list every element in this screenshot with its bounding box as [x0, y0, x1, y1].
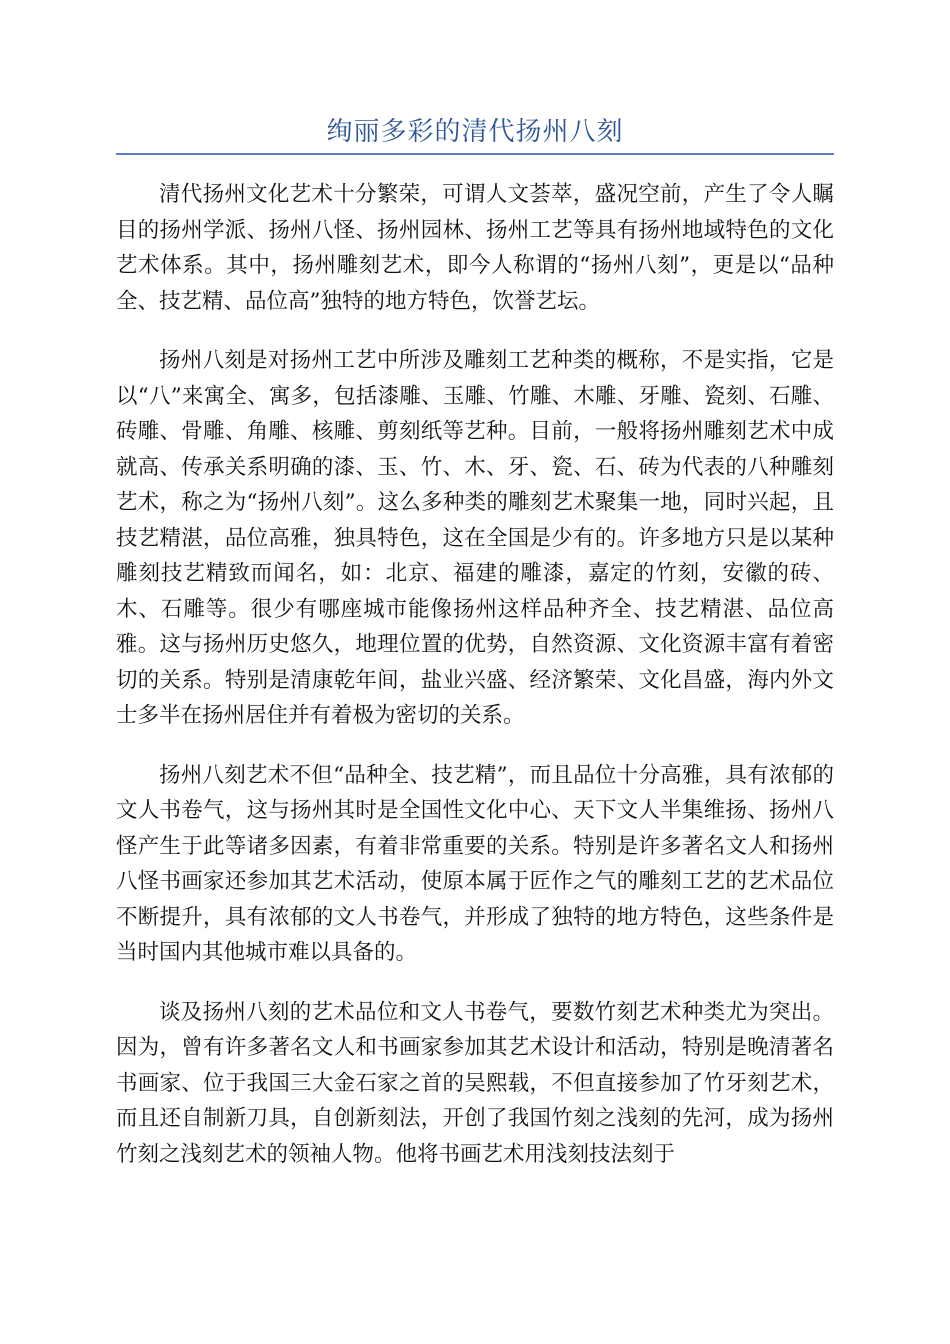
paragraph-1: 清代扬州文化艺术十分繁荣，可谓人文荟萃，盛况空前，产生了令人瞩目的扬州学派、扬州八怪、扬州园林、扬州工艺等具有扬州地域特色的文化艺术体系。其中，扬州雕刻艺术，即今人称谓的“扬州八刻”，更是以“品种全、技艺精、品位高”独特的地方特色，饮誉艺坛。	[116, 182, 834, 314]
paragraph-3: 扬州八刻艺术不但“品种全、技艺精”，而且品位十分高雅，具有浓郁的文人书卷气，这与扬州其时是全国性文化中心、天下文人半集维扬、扬州八怪产生于此等诸多因素，有着非常重要的关系。特别是许多著名文人和扬州八怪书画家还参加其艺术活动，使原本属于匠作之气的雕刻工艺的艺术品位不断提升，具有浓郁的文人书卷气，并形成了独特的地方特色，这些条件是当时国内其他城市难以具备的。	[116, 762, 834, 965]
document-body	[116, 177, 834, 1196]
paragraph-4: 谈及扬州八刻的艺术品位和文人书卷气，要数竹刻艺术种类尤为突出。因为，曾有许多著名文人和书画家参加其艺术设计和活动，特别是晚清著名书画家、位于我国三大金石家之首的吴熙载，不但直接参加了竹牙刻艺术，而且还自制新刀具，自创新刻法，开创了我国竹刻之浅刻的先河，成为扬州竹刻之浅刻艺术的领袖人物。他将书画艺术用浅刻技法刻于	[116, 999, 834, 1167]
document-title: 绚丽多彩的清代扬州八刻	[326, 117, 624, 147]
title-underline	[116, 153, 834, 155]
paragraph-2: 扬州八刻是对扬州工艺中所涉及雕刻工艺种类的概称，不是实指，它是以“八”来寓全、寓多，包括漆雕、玉雕、竹雕、木雕、牙雕、瓷刻、石雕、砖雕、骨雕、角雕、核雕、剪刻纸等艺种。目前，一般将扬州雕刻艺术中成就高、传承关系明确的漆、玉、竹、木、牙、瓷、石、砖为代表的八种雕刻艺术，称之为“扬州八刻”。这么多种类的雕刻艺术聚集一地，同时兴起，且技艺精湛，品位高雅，独具特色，这在全国是少有的。许多地方只是以某种雕刻技艺精致而闻名，如：北京、福建的雕漆，嘉定的竹刻，安徽的砖、木、石雕等。很少有哪座城市能像扬州这样品种齐全、技艺精湛、品位高雅。这与扬州历史悠久，地理位置的优势，自然资源、文化资源丰富有着密切的关系。特别是清康乾年间，盐业兴盛、经济繁荣、文化昌盛，海内外文士多半在扬州居住并有着极为密切的关系。	[116, 348, 834, 728]
